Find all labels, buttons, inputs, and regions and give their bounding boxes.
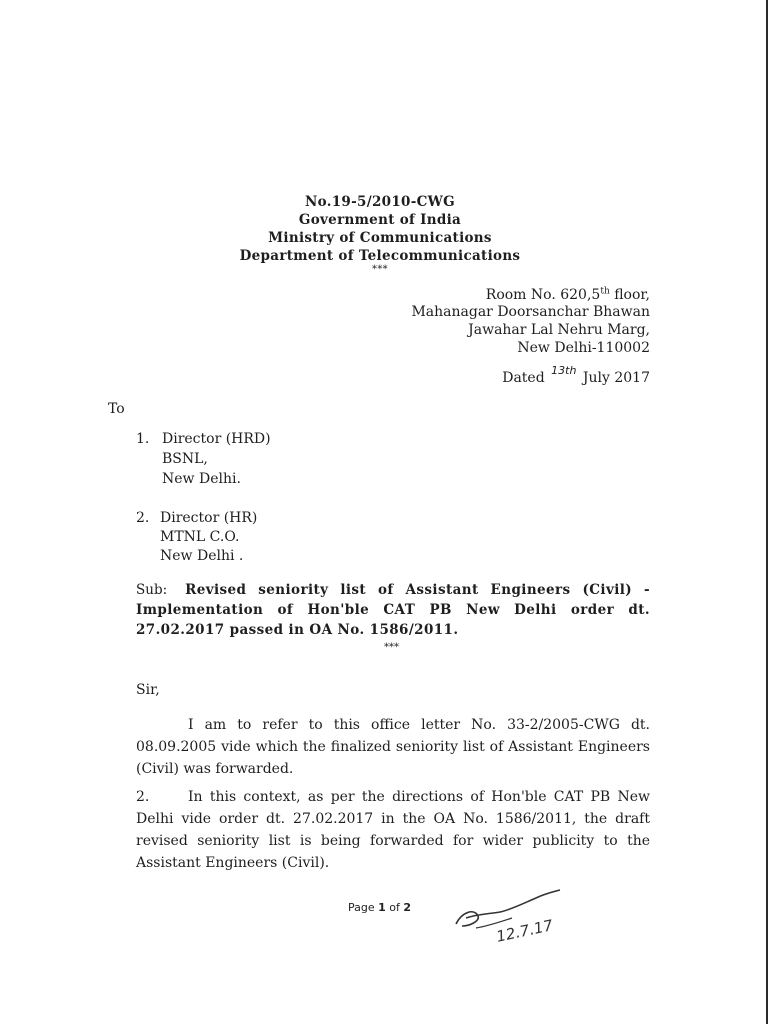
address-room-text: Room No. 620,5th floor, [485, 286, 650, 303]
handwritten-day: 13th [551, 364, 577, 377]
ministry-line: Ministry of Communications [268, 230, 492, 246]
dated-month-year: July 2017 [582, 370, 650, 386]
address-line-room [486, 286, 650, 303]
page-total: 2 [403, 901, 412, 914]
paragraph-1-text: I am to refer to this office letter No. 33-2/2005-CWG dt. 08.09.2005 vide which the finalized seniority list of Assistant Engineers (Civil) was forwarded. [136, 717, 650, 777]
salutation: Sir, [136, 682, 160, 698]
recipient-2-line-2: MTNL C.O. [160, 529, 240, 545]
file-number: No.19-5/2010-CWG [305, 194, 455, 210]
department-line: Department of Telecommunications [239, 248, 521, 264]
subject-label: Sub: [136, 582, 168, 598]
scan-edge-line [766, 0, 768, 1024]
recipient-1-line-2: BSNL, [162, 451, 208, 467]
signature-date: 12.7.17 [494, 916, 555, 946]
page-of: of [389, 901, 400, 914]
header-stars: *** [372, 264, 388, 275]
subject-text: Revised seniority list of Assistant Engineers (Civil) - Implementation of Hon'ble CAT PB New Delhi order dt. 27.02.2017 passed in OA No. 1586/2011. [136, 582, 650, 638]
recipient-1-line-1: Director (HRD) [162, 431, 271, 447]
dated-prefix: Dated [502, 370, 545, 386]
paragraph-2-text: In this context, as per the directions of Hon'ble CAT PB New Delhi vide order dt. 27.02.2017 in the OA No. 1586/2011, the draft revised seniority list is being forwarded for wider publicity to the Assistant Engineers (Civil). [136, 789, 650, 871]
recipient-1-number: 1. [136, 431, 150, 447]
to-label: To [108, 401, 125, 417]
dated-line [502, 364, 650, 386]
address-line-marg: Jawahar Lal Nehru Marg, [468, 322, 650, 338]
page-number [348, 901, 411, 914]
paragraph-1 [136, 714, 650, 780]
paragraph-2-number: 2. [136, 789, 150, 805]
subject-stars: *** [384, 642, 399, 653]
government-line: Government of India [298, 212, 462, 228]
recipient-1-line-3: New Delhi. [162, 471, 241, 487]
address-line-city: New Delhi-110002 [517, 340, 650, 356]
paragraph-2 [136, 786, 650, 874]
recipient-2-number: 2. [136, 510, 150, 526]
page-prefix: Page [348, 901, 375, 914]
page-current: 1 [378, 901, 386, 914]
recipient-2-line-1: Director (HR) [160, 510, 258, 526]
recipient-2-line-3: New Delhi . [160, 548, 244, 564]
address-line-bhawan: Mahanagar Doorsanchar Bhawan [411, 304, 650, 320]
subject-block [136, 580, 650, 640]
